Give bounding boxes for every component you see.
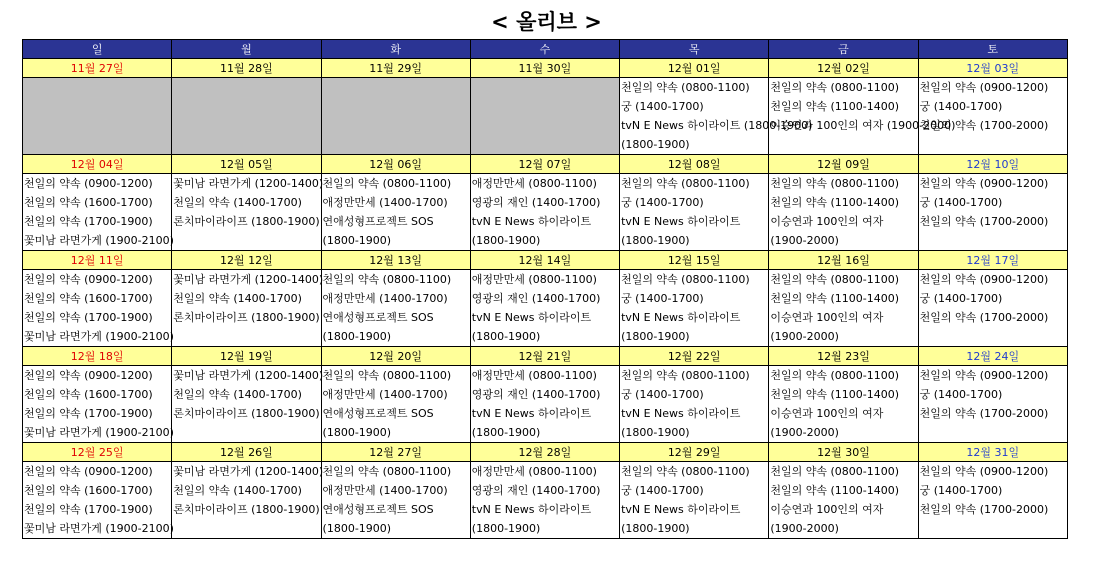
empty-day-cell bbox=[23, 78, 172, 155]
program-entry: 천일의 약속 (0800-1100) bbox=[322, 177, 452, 190]
program-entry: 천일의 약속 (0900-1200) bbox=[919, 81, 1049, 94]
program-cell bbox=[620, 462, 769, 539]
program-entry: (1800-1900) bbox=[322, 426, 392, 439]
date-row bbox=[23, 347, 1068, 366]
program-cell bbox=[470, 366, 619, 443]
program-cell bbox=[769, 366, 918, 443]
program-entry: 꽃미남 라면가게 (1200-1400) bbox=[173, 369, 324, 382]
program-entry: tvN E News 하이라이트 bbox=[471, 503, 592, 516]
program-entry: 천일의 약속 (0900-1200) bbox=[24, 177, 153, 190]
program-entry: 천일의 약속 (0900-1200) bbox=[24, 369, 153, 382]
date-cell: 12월 08일 bbox=[620, 155, 769, 174]
date-cell: 12월 18일 bbox=[23, 347, 172, 366]
program-entry: 천일의 약속 (1700-1900) bbox=[24, 407, 153, 420]
program-cell bbox=[620, 270, 769, 347]
date-cell: 12월 03일 bbox=[918, 59, 1067, 78]
program-entry: 이승연과 100인의 여자 bbox=[770, 407, 884, 420]
date-cell: 12월 06일 bbox=[321, 155, 470, 174]
program-entry: 연애성형프로젝트 SOS bbox=[322, 311, 434, 324]
program-cell bbox=[918, 174, 1067, 251]
date-cell: 11월 30일 bbox=[470, 59, 619, 78]
date-cell: 12월 29일 bbox=[620, 443, 769, 462]
program-entry: (1800-1900) bbox=[322, 330, 392, 343]
date-cell: 12월 05일 bbox=[172, 155, 321, 174]
program-entry: 천일의 약속 (1700-2000) bbox=[919, 311, 1049, 324]
program-entry: 이승연과 100인의 여자 bbox=[770, 311, 884, 324]
date-cell: 12월 30일 bbox=[769, 443, 918, 462]
program-cell bbox=[918, 270, 1067, 347]
date-cell: 12월 11일 bbox=[23, 251, 172, 270]
weekday-sun: 일 bbox=[23, 40, 172, 59]
program-entry: 천일의 약속 (0800-1100) bbox=[621, 465, 750, 478]
program-entry: (1800-1900) bbox=[621, 138, 690, 151]
program-entry: 애정만만세 (0800-1100) bbox=[471, 177, 597, 190]
program-entry: tvN E News 하이라이트 bbox=[621, 407, 741, 420]
program-cell bbox=[769, 174, 918, 251]
program-entry: 천일의 약속 (0800-1100) bbox=[322, 273, 452, 286]
program-cell bbox=[620, 366, 769, 443]
program-entry: 론치마이라이프 (1800-1900) bbox=[173, 407, 320, 420]
program-entry: 론치마이라이프 (1800-1900) bbox=[173, 503, 320, 516]
program-cell bbox=[918, 78, 1067, 155]
program-entry: 궁 (1400-1700) bbox=[621, 292, 704, 305]
program-row bbox=[23, 174, 1068, 251]
program-entry: 천일의 약속 (0900-1200) bbox=[919, 369, 1049, 382]
program-entry: 영광의 재인 (1400-1700) bbox=[471, 196, 601, 209]
program-entry: 애정만만세 (1400-1700) bbox=[322, 292, 448, 305]
program-entry: 꽃미남 라면가게 (1900-2100) bbox=[24, 234, 174, 247]
date-cell: 12월 13일 bbox=[321, 251, 470, 270]
program-entry: 애정만만세 (0800-1100) bbox=[471, 465, 597, 478]
program-entry: (1800-1900) bbox=[471, 330, 541, 343]
empty-day-cell bbox=[172, 78, 321, 155]
program-entry: 천일의 약속 (1700-1900) bbox=[24, 503, 153, 516]
schedule-table bbox=[22, 39, 1068, 539]
program-cell bbox=[918, 366, 1067, 443]
date-row bbox=[23, 443, 1068, 462]
program-entry: (1800-1900) bbox=[471, 234, 541, 247]
program-entry: 천일의 약속 (1400-1700) bbox=[173, 292, 302, 305]
date-cell: 12월 01일 bbox=[620, 59, 769, 78]
program-entry: 궁 (1400-1700) bbox=[919, 196, 1003, 209]
program-entry: 영광의 재인 (1400-1700) bbox=[471, 388, 601, 401]
program-entry: 천일의 약속 (0900-1200) bbox=[24, 465, 153, 478]
program-entry: 천일의 약속 (1100-1400) bbox=[770, 292, 899, 305]
weekday-fri: 금 bbox=[769, 40, 918, 59]
program-row bbox=[23, 78, 1068, 155]
program-entry: (1900-2000) bbox=[770, 426, 839, 439]
weekday-thu: 목 bbox=[620, 40, 769, 59]
program-entry: 천일의 약속 (0800-1100) bbox=[621, 369, 750, 382]
program-entry: 천일의 약속 (1400-1700) bbox=[173, 196, 302, 209]
program-entry: 천일의 약속 (1100-1400) bbox=[770, 388, 899, 401]
program-cell bbox=[321, 462, 470, 539]
date-row bbox=[23, 59, 1068, 78]
program-cell bbox=[470, 174, 619, 251]
date-cell: 12월 24일 bbox=[918, 347, 1067, 366]
date-cell: 12월 16일 bbox=[769, 251, 918, 270]
program-row bbox=[23, 366, 1068, 443]
program-entry: (1900-2000) bbox=[770, 234, 839, 247]
program-entry: 궁 (1400-1700) bbox=[919, 292, 1003, 305]
date-cell: 12월 07일 bbox=[470, 155, 619, 174]
program-entry: 천일의 약속 (1100-1400) bbox=[770, 484, 899, 497]
program-entry: 천일의 약속 (0900-1200) bbox=[919, 273, 1049, 286]
page-title: < 올리브 > bbox=[491, 10, 602, 34]
program-entry: 천일의 약속 (1700-2000) bbox=[919, 503, 1049, 516]
program-entry: 궁 (1400-1700) bbox=[919, 388, 1003, 401]
program-cell bbox=[23, 174, 172, 251]
date-cell: 12월 09일 bbox=[769, 155, 918, 174]
program-cell bbox=[172, 270, 324, 347]
program-cell bbox=[769, 462, 918, 539]
program-entry: tvN E News 하이라이트 bbox=[621, 503, 741, 516]
date-cell: 12월 04일 bbox=[23, 155, 172, 174]
program-entry: 꽃미남 라면가게 (1200-1400) bbox=[173, 273, 324, 286]
date-row bbox=[23, 251, 1068, 270]
program-entry: 천일의 약속 (0800-1100) bbox=[621, 273, 750, 286]
program-entry: 꽃미남 라면가게 (1200-1400) bbox=[173, 465, 324, 478]
program-entry: 천일의 약속 (1700-1900) bbox=[24, 311, 153, 324]
weekday-tue: 화 bbox=[321, 40, 470, 59]
program-entry: tvN E News 하이라이트 (1800-1900) bbox=[621, 119, 813, 132]
program-row bbox=[23, 462, 1068, 539]
date-cell: 12월 31일 bbox=[918, 443, 1067, 462]
program-entry: (1800-1900) bbox=[322, 522, 392, 535]
program-entry: 꽃미남 라면가게 (1900-2100) bbox=[24, 426, 174, 439]
program-entry: 애정만만세 (1400-1700) bbox=[322, 388, 448, 401]
program-cell bbox=[470, 462, 619, 539]
program-entry: 천일의 약속 (1700-2000) bbox=[919, 215, 1049, 228]
program-entry: 천일의 약속 (0800-1100) bbox=[621, 177, 750, 190]
program-entry: 궁 (1400-1700) bbox=[919, 100, 1003, 113]
program-row bbox=[23, 270, 1068, 347]
program-cell bbox=[23, 366, 172, 443]
date-row bbox=[23, 155, 1068, 174]
weekday-sat: 토 bbox=[918, 40, 1067, 59]
program-entry: 꽃미남 라면가게 (1200-1400) bbox=[173, 177, 324, 190]
program-entry: 천일의 약속 (1100-1400) bbox=[770, 196, 899, 209]
program-cell bbox=[321, 174, 470, 251]
empty-day-cell bbox=[470, 78, 619, 155]
program-entry: 꽃미남 라면가게 (1900-2100) bbox=[24, 522, 174, 535]
date-cell: 12월 17일 bbox=[918, 251, 1067, 270]
date-cell: 12월 28일 bbox=[470, 443, 619, 462]
program-entry: 천일의 약속 (1600-1700) bbox=[24, 196, 153, 209]
program-entry: 궁 (1400-1700) bbox=[919, 484, 1003, 497]
program-entry: 천일의 약속 (0800-1100) bbox=[621, 81, 750, 94]
program-entry: 애정만만세 (1400-1700) bbox=[322, 196, 448, 209]
weekday-wed: 수 bbox=[470, 40, 619, 59]
program-entry: 천일의 약속 (0800-1100) bbox=[770, 81, 899, 94]
program-entry: 천일의 약속 (0800-1100) bbox=[770, 177, 899, 190]
program-entry: 애정만만세 (1400-1700) bbox=[322, 484, 448, 497]
date-cell: 12월 25일 bbox=[23, 443, 172, 462]
program-entry: 이승연과 100인의 여자 (1900-2000) bbox=[770, 119, 956, 132]
program-cell bbox=[321, 270, 470, 347]
program-entry: 천일의 약속 (0800-1100) bbox=[770, 465, 899, 478]
program-cell bbox=[470, 270, 619, 347]
program-cell bbox=[172, 462, 324, 539]
date-cell: 12월 21일 bbox=[470, 347, 619, 366]
date-cell: 12월 27일 bbox=[321, 443, 470, 462]
date-cell: 11월 28일 bbox=[172, 59, 321, 78]
date-cell: 12월 26일 bbox=[172, 443, 321, 462]
program-cell bbox=[769, 270, 918, 347]
program-entry: (1800-1900) bbox=[621, 234, 690, 247]
program-entry: 천일의 약속 (0800-1100) bbox=[322, 465, 452, 478]
program-entry: 이승연과 100인의 여자 bbox=[770, 503, 884, 516]
program-entry: 애정만만세 (0800-1100) bbox=[471, 369, 597, 382]
program-entry: 이승연과 100인의 여자 bbox=[770, 215, 884, 228]
program-entry: 천일의 약속 (0900-1200) bbox=[919, 465, 1049, 478]
program-entry: 천일의 약속 (0800-1100) bbox=[322, 369, 452, 382]
date-cell: 12월 10일 bbox=[918, 155, 1067, 174]
program-entry: 론치마이라이프 (1800-1900) bbox=[173, 311, 320, 324]
program-cell bbox=[172, 174, 324, 251]
program-entry: tvN E News 하이라이트 bbox=[621, 311, 741, 324]
program-entry: (1800-1900) bbox=[621, 330, 690, 343]
program-cell bbox=[769, 78, 956, 155]
program-entry: 천일의 약속 (1600-1700) bbox=[24, 292, 153, 305]
program-cell bbox=[620, 174, 769, 251]
program-entry: 영광의 재인 (1400-1700) bbox=[471, 484, 601, 497]
program-entry: 천일의 약속 (1400-1700) bbox=[173, 484, 302, 497]
program-cell bbox=[23, 462, 172, 539]
date-cell: 11월 27일 bbox=[23, 59, 172, 78]
program-entry: 연애성형프로젝트 SOS bbox=[322, 407, 434, 420]
program-entry: (1900-2000) bbox=[770, 330, 839, 343]
program-cell bbox=[620, 78, 813, 155]
program-cell bbox=[23, 270, 172, 347]
date-cell: 12월 15일 bbox=[620, 251, 769, 270]
date-cell: 12월 19일 bbox=[172, 347, 321, 366]
program-cell bbox=[321, 366, 470, 443]
program-entry: 천일의 약속 (0800-1100) bbox=[770, 369, 899, 382]
program-entry: 궁 (1400-1700) bbox=[621, 196, 704, 209]
date-cell: 12월 23일 bbox=[769, 347, 918, 366]
weekday-header-row bbox=[23, 40, 1068, 59]
program-entry: 천일의 약속 (1700-1900) bbox=[24, 215, 153, 228]
date-cell: 12월 02일 bbox=[769, 59, 918, 78]
program-entry: (1800-1900) bbox=[322, 234, 392, 247]
program-entry: 꽃미남 라면가게 (1900-2100) bbox=[24, 330, 174, 343]
program-entry: 애정만만세 (0800-1100) bbox=[471, 273, 597, 286]
program-entry: tvN E News 하이라이트 bbox=[621, 215, 741, 228]
date-cell: 12월 14일 bbox=[470, 251, 619, 270]
date-cell: 12월 22일 bbox=[620, 347, 769, 366]
date-cell: 11월 29일 bbox=[321, 59, 470, 78]
program-entry: 천일의 약속 (1700-2000) bbox=[919, 407, 1049, 420]
program-entry: 천일의 약속 (0900-1200) bbox=[919, 177, 1049, 190]
program-entry: 영광의 재인 (1400-1700) bbox=[471, 292, 601, 305]
program-entry: tvN E News 하이라이트 bbox=[471, 215, 592, 228]
program-entry: (1800-1900) bbox=[621, 522, 690, 535]
program-entry: 궁 (1400-1700) bbox=[621, 484, 704, 497]
program-entry: 천일의 약속 (0800-1100) bbox=[770, 273, 899, 286]
program-entry: (1800-1900) bbox=[471, 426, 541, 439]
program-entry: 연애성형프로젝트 SOS bbox=[322, 503, 434, 516]
program-cell bbox=[918, 462, 1067, 539]
program-entry: (1800-1900) bbox=[621, 426, 690, 439]
program-entry: 론치마이라이프 (1800-1900) bbox=[173, 215, 320, 228]
program-entry: 천일의 약속 (1400-1700) bbox=[173, 388, 302, 401]
date-cell: 12월 20일 bbox=[321, 347, 470, 366]
program-entry: 궁 (1400-1700) bbox=[621, 388, 704, 401]
weekday-mon: 월 bbox=[172, 40, 321, 59]
program-entry: 궁 (1400-1700) bbox=[621, 100, 704, 113]
program-entry: 연애성형프로젝트 SOS bbox=[322, 215, 434, 228]
program-entry: tvN E News 하이라이트 bbox=[471, 311, 592, 324]
program-entry: tvN E News 하이라이트 bbox=[471, 407, 592, 420]
program-entry: 천일의 약속 (1700-2000) bbox=[919, 119, 1049, 132]
program-entry: 천일의 약속 (1600-1700) bbox=[24, 388, 153, 401]
date-cell: 12월 12일 bbox=[172, 251, 321, 270]
program-entry: 천일의 약속 (0900-1200) bbox=[24, 273, 153, 286]
program-cell bbox=[172, 366, 324, 443]
program-entry: 천일의 약속 (1600-1700) bbox=[24, 484, 153, 497]
program-entry: (1900-2000) bbox=[770, 522, 839, 535]
empty-day-cell bbox=[321, 78, 470, 155]
program-entry: (1800-1900) bbox=[471, 522, 541, 535]
program-entry: 천일의 약속 (1100-1400) bbox=[770, 100, 899, 113]
